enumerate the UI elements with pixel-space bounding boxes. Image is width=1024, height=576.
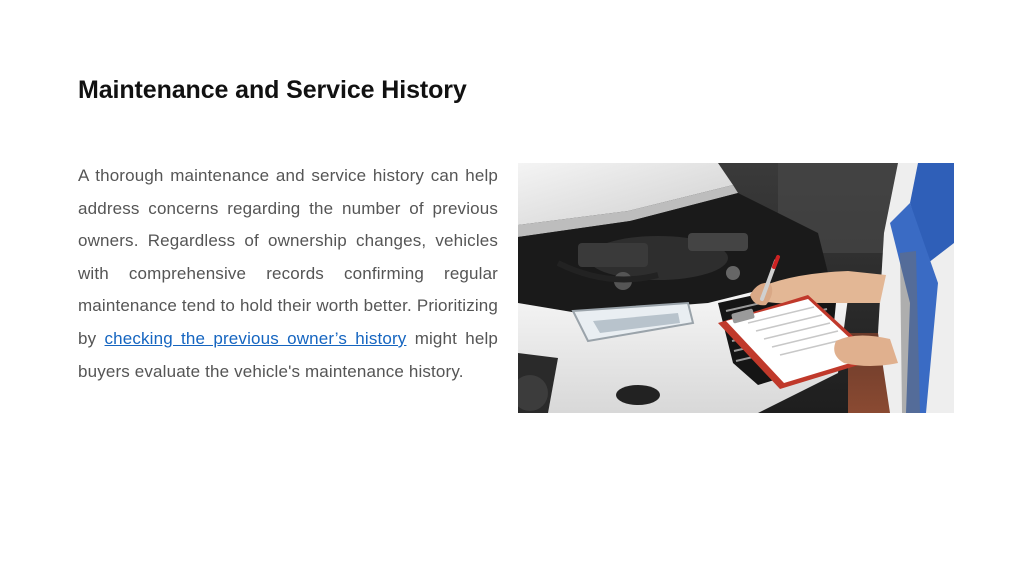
previous-owner-history-link[interactable]: checking the previous owner’s history xyxy=(104,328,407,348)
slide-title: Maintenance and Service History xyxy=(78,76,467,104)
mechanic-inspecting-car-photo xyxy=(518,163,954,413)
paragraph-text-end: might help buyers evaluate the vehicle's maintenance history. xyxy=(78,328,498,381)
body-paragraph xyxy=(78,160,498,388)
paragraph-text-start: A thorough maintenance and service history can help address concerns regarding the number of previous owners. Regardless of ownership changes, vehicles with comprehensive records confirming regular maintenance tend to hold their worth better. Prioritizing by xyxy=(78,166,498,348)
